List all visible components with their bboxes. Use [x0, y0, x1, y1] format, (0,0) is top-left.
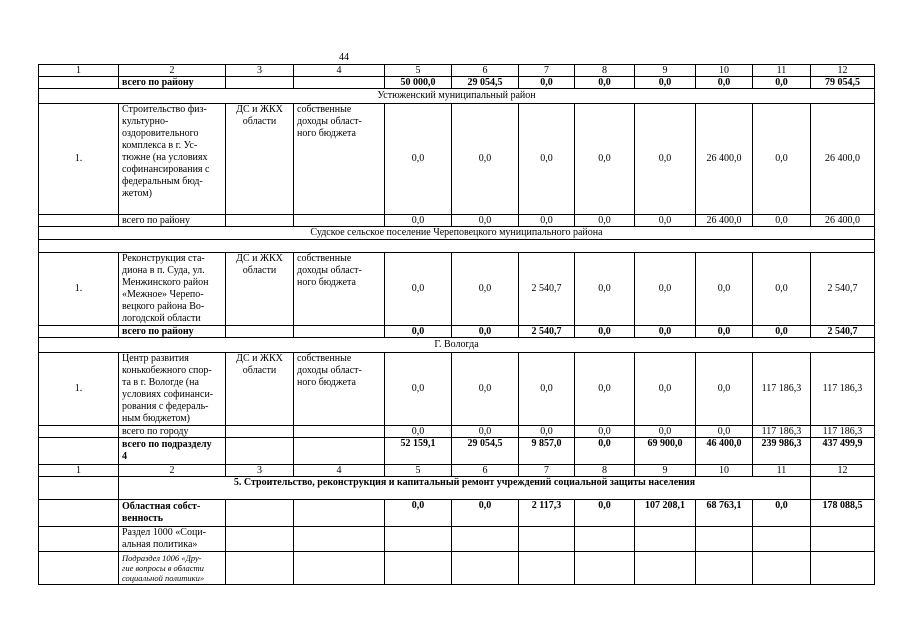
total-value: 117 186,3 — [753, 426, 811, 438]
spacer-row — [39, 240, 875, 253]
column-number: 12 — [811, 465, 875, 477]
total-value: 29 054,5 — [452, 77, 519, 89]
item-value: 0,0 — [696, 253, 753, 326]
total-value: 0,0 — [452, 215, 519, 227]
item-value: 26 400,0 — [696, 104, 753, 215]
total-value: 0,0 — [519, 77, 575, 89]
item-value: 2 540,7 — [811, 253, 875, 326]
total-value: 0,0 — [635, 77, 696, 89]
total-value: 0,0 — [519, 215, 575, 227]
column-number: 3 — [226, 65, 294, 77]
column-number: 9 — [635, 65, 696, 77]
total-row — [39, 326, 875, 338]
total-value: 0,0 — [696, 326, 753, 338]
total-value: 117 186,3 — [811, 426, 875, 438]
column-number: 4 — [294, 65, 385, 77]
total-label: всего по району — [119, 215, 226, 227]
oblast-row — [39, 500, 875, 527]
item-value: 0,0 — [696, 353, 753, 426]
column-number: 2 — [119, 465, 226, 477]
item-value: 0,0 — [519, 104, 575, 215]
column-number: 8 — [575, 65, 635, 77]
total-value: 0,0 — [635, 215, 696, 227]
column-number: 6 — [452, 465, 519, 477]
total-row — [39, 77, 875, 89]
item-funding-source: собственные доходы област- ного бюджета — [294, 104, 385, 215]
item-value: 0,0 — [519, 353, 575, 426]
item-value: 0,0 — [452, 253, 519, 326]
region-title: Судское сельское поселение Череповецкого муниципального района — [39, 227, 875, 240]
subtotal-value: 9 857,0 — [519, 438, 575, 465]
total-value: 0,0 — [696, 426, 753, 438]
total-value: 0,0 — [452, 426, 519, 438]
oblast-value: 68 763,1 — [696, 500, 753, 527]
oblast-value: 0,0 — [385, 500, 452, 527]
column-number: 1 — [39, 65, 119, 77]
subtotal-value: 46 400,0 — [696, 438, 753, 465]
item-row — [39, 104, 875, 215]
item-number: 1. — [39, 353, 119, 426]
item-funding-source: собственные доходы област- ного бюджета — [294, 253, 385, 326]
total-value: 26 400,0 — [811, 215, 875, 227]
subtotal-value: 437 499,9 — [811, 438, 875, 465]
subtotal-value: 0,0 — [575, 438, 635, 465]
oblast-value: 0,0 — [452, 500, 519, 527]
column-number: 11 — [753, 465, 811, 477]
item-name: Реконструкция ста- диона в п. Суда, ул. Менжинского район «Межное» Черепо- вецкого района Во- логодской области — [119, 253, 226, 326]
oblast-value: 0,0 — [753, 500, 811, 527]
podrazdel-label: Подраздел 1006 «Дру- гие вопросы в области социальной политики» — [119, 552, 226, 585]
item-value: 0,0 — [452, 353, 519, 426]
total-value: 0,0 — [385, 326, 452, 338]
subtotal-value: 239 986,3 — [753, 438, 811, 465]
total-row — [39, 426, 875, 438]
total-value: 0,0 — [519, 426, 575, 438]
item-value: 26 400,0 — [811, 104, 875, 215]
total-label: всего по району — [119, 77, 226, 89]
total-value: 0,0 — [385, 215, 452, 227]
podrazdel-row — [39, 552, 875, 585]
total-value: 0,0 — [635, 326, 696, 338]
region-title: Устюженский муниципальный район — [39, 89, 875, 104]
total-row — [39, 215, 875, 227]
item-name: Центр развития конькобежного спор- та в г. Вологде (на условиях софинанси- рования с федераль- ным бюджетом) — [119, 353, 226, 426]
total-value: 0,0 — [753, 326, 811, 338]
item-value: 0,0 — [385, 353, 452, 426]
total-label: всего по городу — [119, 426, 226, 438]
total-value: 0,0 — [575, 326, 635, 338]
total-value: 0,0 — [696, 77, 753, 89]
item-row — [39, 253, 875, 326]
item-number: 1. — [39, 253, 119, 326]
total-value: 26 400,0 — [696, 215, 753, 227]
oblast-value: 2 117,3 — [519, 500, 575, 527]
total-value: 0,0 — [575, 215, 635, 227]
oblast-value: 0,0 — [575, 500, 635, 527]
column-number: 10 — [696, 465, 753, 477]
column-number: 11 — [753, 65, 811, 77]
item-value: 0,0 — [385, 253, 452, 326]
column-number: 5 — [385, 465, 452, 477]
total-value: 2 540,7 — [519, 326, 575, 338]
region-row — [39, 338, 875, 353]
oblast-value: 107 208,1 — [635, 500, 696, 527]
item-value: 0,0 — [753, 104, 811, 215]
item-value: 0,0 — [753, 253, 811, 326]
column-number: 3 — [226, 465, 294, 477]
item-value: 0,0 — [575, 253, 635, 326]
total-value: 0,0 — [635, 426, 696, 438]
column-number: 5 — [385, 65, 452, 77]
item-value: 0,0 — [635, 353, 696, 426]
total-value: 50 000,0 — [385, 77, 452, 89]
item-value: 0,0 — [575, 104, 635, 215]
item-number: 1. — [39, 104, 119, 215]
column-number: 7 — [519, 65, 575, 77]
header-row — [39, 465, 875, 477]
oblast-label: Областная собст- венность — [119, 500, 226, 527]
subtotal-row — [39, 438, 875, 465]
subtotal-value: 69 900,0 — [635, 438, 696, 465]
razdel-label: Раздел 1000 «Соци- альная политика» — [119, 527, 226, 552]
region-title: Г. Вологда — [39, 338, 875, 353]
column-number: 9 — [635, 465, 696, 477]
column-number: 1 — [39, 465, 119, 477]
header-row — [39, 65, 875, 77]
subtotal-value: 52 159,1 — [385, 438, 452, 465]
total-value: 0,0 — [452, 326, 519, 338]
item-value: 0,0 — [452, 104, 519, 215]
column-number: 8 — [575, 465, 635, 477]
column-number: 6 — [452, 65, 519, 77]
item-value: 2 540,7 — [519, 253, 575, 326]
section-row — [39, 477, 875, 500]
item-value: 0,0 — [635, 104, 696, 215]
page-number: 44 — [339, 52, 349, 63]
region-row — [39, 227, 875, 240]
item-value: 0,0 — [635, 253, 696, 326]
item-value: 117 186,3 — [753, 353, 811, 426]
region-row — [39, 89, 875, 104]
item-organization: ДС и ЖКХ области — [226, 253, 294, 326]
item-funding-source: собственные доходы област- ного бюджета — [294, 353, 385, 426]
item-organization: ДС и ЖКХ области — [226, 353, 294, 426]
total-value: 79 054,5 — [811, 77, 875, 89]
column-number: 4 — [294, 465, 385, 477]
item-value: 117 186,3 — [811, 353, 875, 426]
razdel-row — [39, 527, 875, 552]
column-number: 2 — [119, 65, 226, 77]
item-row — [39, 353, 875, 426]
budget-table — [38, 64, 875, 585]
subtotal-value: 29 054,5 — [452, 438, 519, 465]
total-value: 0,0 — [575, 77, 635, 89]
section-title: 5. Строительство, реконструкция и капитальный ремонт учреждений социальной защиты населения — [119, 477, 811, 500]
total-value: 0,0 — [753, 77, 811, 89]
item-organization: ДС и ЖКХ области — [226, 104, 294, 215]
column-number: 7 — [519, 465, 575, 477]
total-value: 2 540,7 — [811, 326, 875, 338]
oblast-value: 178 088,5 — [811, 500, 875, 527]
item-value: 0,0 — [385, 104, 452, 215]
column-number: 10 — [696, 65, 753, 77]
total-label: всего по району — [119, 326, 226, 338]
item-value: 0,0 — [575, 353, 635, 426]
total-value: 0,0 — [575, 426, 635, 438]
column-number: 12 — [811, 65, 875, 77]
subtotal-label: всего по подразделу 4 — [119, 438, 226, 465]
total-value: 0,0 — [753, 215, 811, 227]
item-name: Строительство физ- культурно- оздоровительного комплекса в г. Ус- тюжне (на условиях софинансирования с федеральным бюд- жетом) — [119, 104, 226, 215]
total-value: 0,0 — [385, 426, 452, 438]
